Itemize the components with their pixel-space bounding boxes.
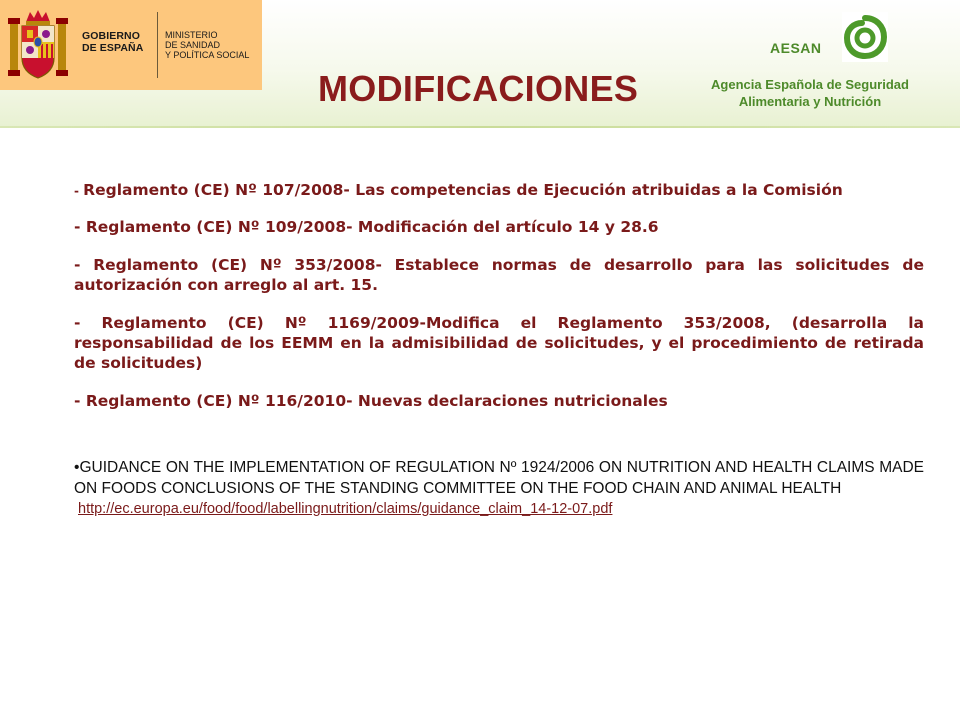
- regulation-item: - Reglamento (CE) Nº 107/2008- Las competencias de Ejecución atribuidas a la Comisión: [74, 181, 843, 199]
- government-name: GOBIERNO DE ESPAÑA: [82, 30, 144, 54]
- regulation-item: - Reglamento (CE) Nº 116/2010- Nuevas declaraciones nutricionales: [74, 392, 668, 410]
- coat-of-arms-icon: [8, 8, 68, 82]
- agency-abbreviation: AESAN: [770, 40, 822, 56]
- regulation-item: - Reglamento (CE) Nº 109/2008- Modificación del artículo 14 y 28.6: [74, 218, 659, 236]
- agency-full-name: Agencia Española de Seguridad Alimentaria y Nutrición: [711, 77, 909, 109]
- bullet-icon: •: [74, 459, 80, 476]
- page-title: MODIFICACIONES: [318, 68, 639, 109]
- ministry-name: MINISTERIO DE SANIDAD Y POLÍTICA SOCIAL: [165, 30, 250, 60]
- regulation-item: - Reglamento (CE) Nº 1169/2009-Modifica el Reglamento 353/2008, (desarrolla la responsabilidad de los EEMM en la admisibilidad de solicitudes, y el procedimiento de retirada de solicitudes): [74, 314, 924, 372]
- logo-divider: [157, 12, 158, 78]
- guidance-text: GUIDANCE ON THE IMPLEMENTATION OF REGULATION Nº 1924/2006 ON NUTRITION AND HEALTH CLAIMS MADE ON FOODS CONCLUSIONS OF THE STANDING COMMITTEE ON THE FOOD CHAIN AND ANIMAL HEALTH: [74, 459, 924, 497]
- content-body: [74, 180, 924, 517]
- guidance-link[interactable]: http://ec.europa.eu/food/food/labellingnutrition/claims/guidance_claim_14-12-07.pdf: [78, 501, 613, 517]
- regulation-item: - Reglamento (CE) Nº 353/2008- Establece normas de desarrollo para las solicitudes de autorización con arreglo al art. 15.: [74, 256, 924, 294]
- header-divider: [0, 126, 960, 128]
- guidance-paragraph: [74, 457, 924, 499]
- aesan-logo-icon: [842, 12, 888, 62]
- government-logo-block: [0, 0, 262, 90]
